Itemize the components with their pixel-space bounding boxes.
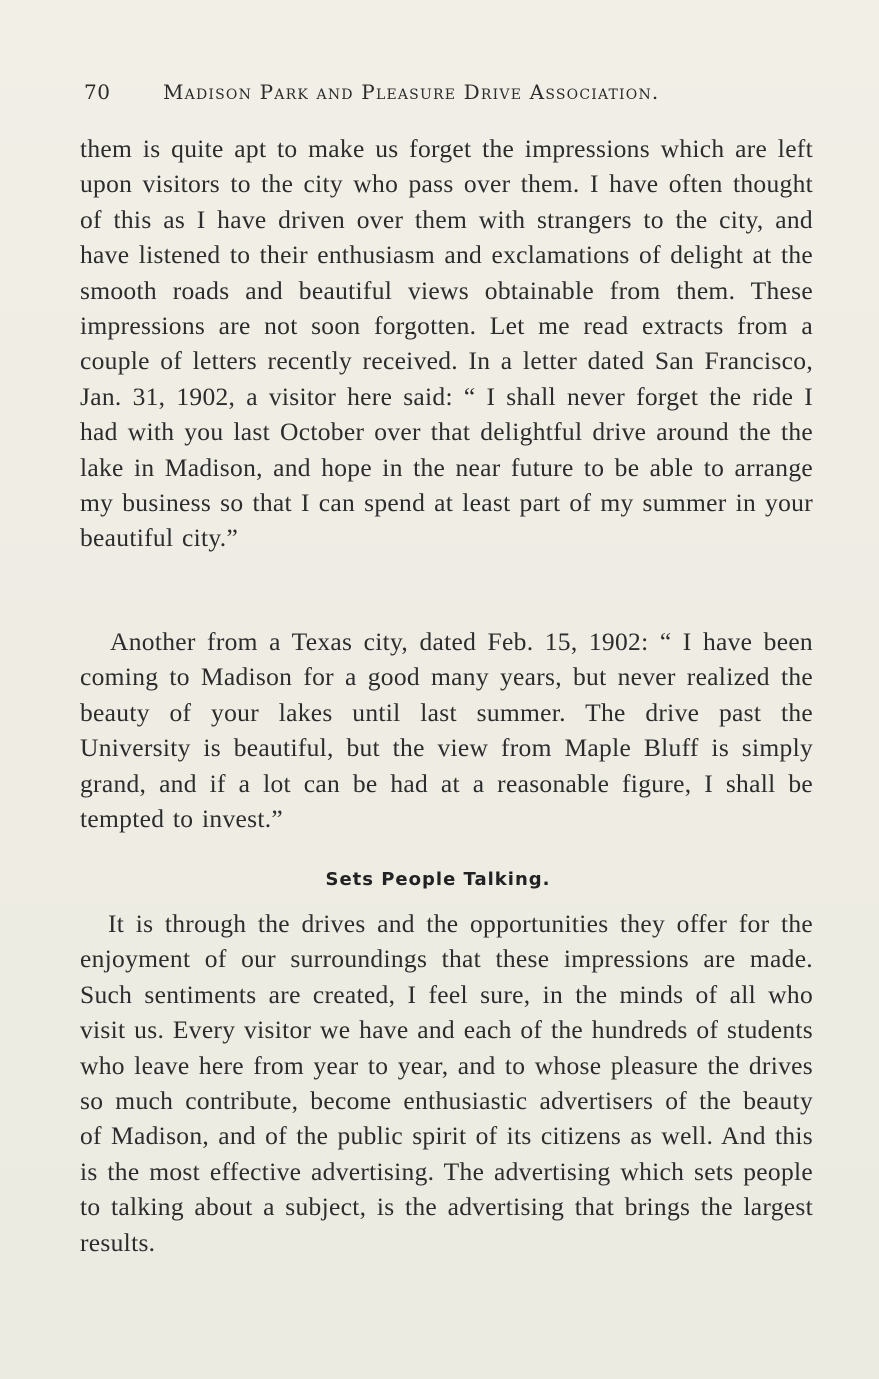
paragraph-sets-people-talking: It is through the drives and the opportunities they offer for the enjoyment of our surroundings that these impressions are made. Such sentiments are created, I feel sure, in the minds of all who visit us. Every visitor we have and each of the hundreds of students who leave here from year to year, and to whose pleasure the drives so much contribute, become enthusiastic advertisers of the beauty of Madison, and of the public spirit of its citizens as well. And this is the most effective advertising. The advertising which sets people to talking about a subject, is the advertising that brings the largest results. bbox=[80, 909, 813, 1257]
running-head bbox=[84, 78, 800, 108]
running-head-title: Madison Park and Pleasure Drive Association. bbox=[163, 80, 660, 104]
paragraph-continued: them is quite apt to make us forget the impressions which are left upon visitors to the city who pass over them. I have often thought of this as I have driven over them with strangers to the city, and have listened to their enthusiasm and exclamations of delight at the smooth roads and beautiful views obtainable from them. These impressions are not soon forgotten. Let me read extracts from a couple of letters recently received. In a letter dated San Francisco, Jan. 31, 1902, a visitor here said: “ I shall never forget the ride I had with you last October over that delightful drive around the the lake in Madison, and hope in the near future to be able to arrange my business so that I can spend at least part of my summer in your beautiful city.” bbox=[80, 134, 813, 553]
section-heading: Sets People Talking. bbox=[325, 869, 551, 890]
page-number: 70 bbox=[84, 80, 111, 104]
paragraph-texas-letter: Another from a Texas city, dated Feb. 15, 1902: “ I have been coming to Madison for a good many years, but never realized the beauty of your lakes until last summer. The drive past the University is beautiful, but the view from Maple Bluff is simply grand, and if a lot can be had at a reasonable figure, I shall be tempted to invest.” bbox=[80, 627, 813, 834]
